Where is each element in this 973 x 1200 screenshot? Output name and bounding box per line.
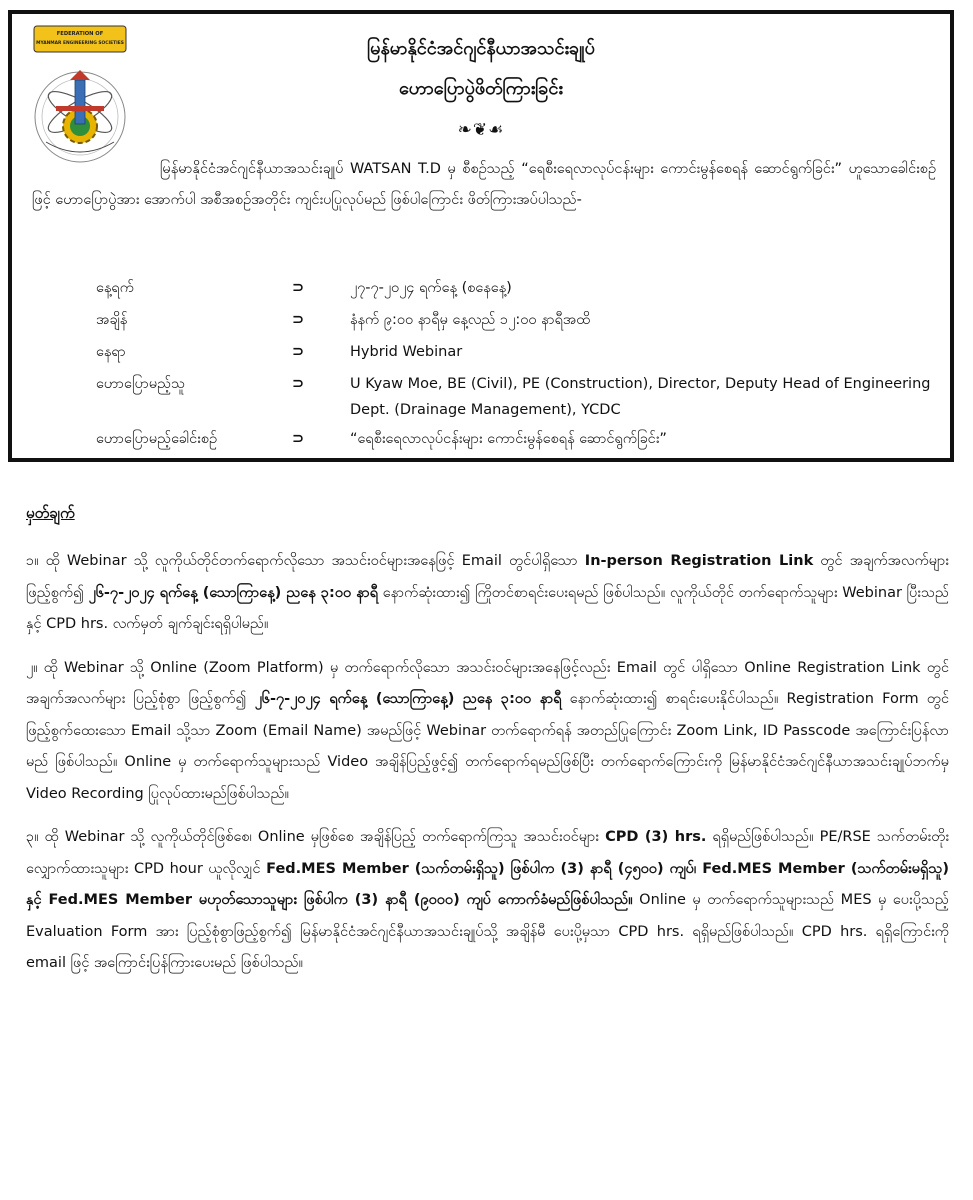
- detail-row-date: [96, 272, 956, 304]
- detail-separator: ⊃: [292, 312, 305, 328]
- detail-separator: ⊃: [292, 280, 305, 296]
- intro-paragraph: မြန်မာနိုင်ငံအင်ဂျင်နီယာအသင်းချုပ် WATSAN T.D မှ စီစဉ်သည့် “ရေစီးရေလာလုပ်ငန်းများ ကောင်းမွန်စေရန် ဆောင်ရွက်ခြင်း” ဟူသောခေါင်းစဉ်ဖြင့် ဟောပြောပွဲအား အောက်ပါ အစီအစဉ်အတိုင်း ကျင်းပပြုလုပ်မည် ဖြစ်ပါကြောင်း ဖိတ်ကြားအပ်ပါသည်-: [32, 161, 936, 208]
- note-2: [26, 653, 949, 811]
- note-2-text: ၂။ ထို Webinar သို့ Online (Zoom Platform) မှ တက်ရောက်လိုသော အသင်းဝင်များအနေဖြင့်လည်း Email တွင် ပါရှိသော Online Registration Link တွင် အချက်အလက်များ ပြည့်စုံစွာ ဖြည့်စွက်၍: [26, 659, 949, 707]
- notes-section: [26, 546, 949, 992]
- deadline-text: ၂၆-၇-၂၀၂၄ ရက်နေ့ (သောကြာနေ့) ညနေ ၃:၀၀ နာရီ: [88, 584, 379, 601]
- event-details: [96, 272, 956, 455]
- detail-separator: ⊃: [292, 344, 305, 360]
- detail-row-topic: [96, 423, 956, 455]
- note-1-text: နောက်ဆုံးထား၍ ကြိုတင်စာရင်းပေးရမည် ဖြစ်ပါသည်။ လူကိုယ်တိုင် တက်ရောက်သူများ Webinar ပြီးသည်နှင့် CPD hrs. လက်မှတ် ချက်ချင်းရရှိပါမည်။: [26, 584, 950, 632]
- detail-label: ဟောပြောမည့်သူ: [96, 376, 186, 392]
- invitation-frame: [8, 10, 954, 462]
- detail-value: “ရေစီးရေလာလုပ်ငန်းများ ကောင်းမွန်စေရန် ဆောင်ရွက်ခြင်း”: [350, 431, 667, 447]
- fee-text: Fed.MES Member (သက်တမ်းရှိသူ) ဖြစ်ပါက (3) နာရီ (၄၅၀၀) ကျပ်၊ Fed.MES Member (သက်တမ်းမရှိသူ) နှင့် Fed.MES Member မဟုတ်သောသူများ ဖြစ်ပါက (3) နာရီ (၉၀၀၀) ကျပ် ကောက်ခံမည်ဖြစ်ပါသည်။: [26, 860, 949, 908]
- detail-value: နံနက် ၉:၀၀ နာရီမှ နေ့လည် ၁၂:၀၀ နာရီအထိ: [350, 312, 591, 328]
- note-1-text: ၁။ ထို Webinar သို့ လူကိုယ်တိုင်တက်ရောက်လိုသော အသင်းဝင်များအနေဖြင့် Email တွင်ပါရှိသော: [26, 553, 585, 569]
- note-2-text: နောက်ဆုံးထား၍ စာရင်းပေးနိုင်ပါသည်။ Registration Form တွင် ဖြည့်စွက်ထေးသော Email သို့သာ Zoom (Email Name) အမည်ဖြင့် Webinar တက်ရောက်ရန် အတည်ပြုကြောင်း Zoom Link, ID Passcode အကြောင်းပြန်လာမည် ဖြစ်ပါသည်။ Online မှ တက်ရောက်သူများသည် Video အချိန်ပြည့်ဖွင့်၍ တက်ရောက်ရမည်ဖြစ်ပြီး တက်ရောက်ကြောင်းကို မြန်မာနိုင်ငံအင်ဂျင်နီယာအသင်းချုပ်ဘက်မှ Video Recording ပြုလုပ်ထားမည်ဖြစ်ပါသည်။: [26, 691, 950, 802]
- organization-title: မြန်မာနိုင်ငံအင်ဂျင်နီယာအသင်းချုပ်: [367, 38, 595, 59]
- detail-label: နေ့ရက်: [96, 280, 134, 296]
- note-1: [26, 546, 949, 641]
- note-3-text: Online မှ တက်ရောက်သူများသည် MES မှ ပေးပို့သည့် Evaluation Form အား ပြည့်စုံစွာဖြည့်စွက်၍ မြန်မာနိုင်ငံအင်ဂျင်နီယာအသင်းချုပ်သို့ အချိန်မီ ပေးပို့မှသာ CPD hrs. ရရှိမည်ဖြစ်ပါသည်။ CPD hrs. ရရှိကြောင်းကို email ဖြင့် အကြောင်းပြန်ကြားပေးမည် ဖြစ်ပါသည်။: [26, 892, 949, 971]
- ornament-divider: ❧❦☙: [457, 120, 505, 140]
- detail-value: Hybrid Webinar: [350, 344, 463, 360]
- detail-value: ၂၇-၇-၂၀၂၄ ရက်နေ့ (စနေနေ့): [350, 280, 512, 296]
- detail-row-venue: [96, 336, 956, 368]
- detail-row-speaker: [96, 368, 956, 423]
- svg-text:MYANMAR ENGINEERING SOCIETIES: MYANMAR ENGINEERING SOCIETIES: [36, 41, 124, 46]
- detail-label: ဟောပြောမည့်ခေါင်းစဉ်: [96, 431, 218, 447]
- note-3-text: ၃။ ထို Webinar သို့ လူကိုယ်တိုင်ဖြစ်စေ၊ Online မှဖြစ်စေ အချိန်ပြည့် တက်ရောက်ကြသူ အသင်းဝင်များ: [26, 829, 606, 845]
- note-3-text: ရရှိမည်ဖြစ်ပါသည်။ PE/RSE သက်တမ်းတိုးလျှောက်ထားသူများ CPD hour ယူလိုလျှင်: [26, 829, 950, 877]
- detail-separator: ⊃: [292, 376, 305, 392]
- note-3: [26, 822, 949, 980]
- detail-label: အချိန်: [96, 312, 128, 328]
- invitation-title: ဟောပြောပွဲဖိတ်ကြားခြင်း: [399, 78, 563, 99]
- in-person-link-label: In-person Registration Link: [584, 553, 814, 569]
- notes-heading: မှတ်ချက်: [26, 504, 75, 522]
- deadline-text: ၂၆-၇-၂၀၂၄ ရက်နေ့ (သောကြာနေ့) ညနေ ၃:၀၀ နာရီ: [254, 691, 562, 707]
- cpd-hours: CPD (3) hrs.: [605, 829, 707, 845]
- svg-text:FEDERATION OF: FEDERATION OF: [56, 31, 104, 37]
- detail-separator: ⊃: [292, 431, 305, 447]
- detail-value: U Kyaw Moe, BE (Civil), PE (Construction), Director, Deputy Head of Engineering Dept. (Drainage Management), YCDC: [350, 376, 931, 418]
- detail-row-time: [96, 304, 956, 336]
- note-1-text: တွင် အချက်အလက်များ ဖြည့်စွက်၍: [26, 553, 949, 601]
- detail-label: နေရာ: [96, 344, 126, 360]
